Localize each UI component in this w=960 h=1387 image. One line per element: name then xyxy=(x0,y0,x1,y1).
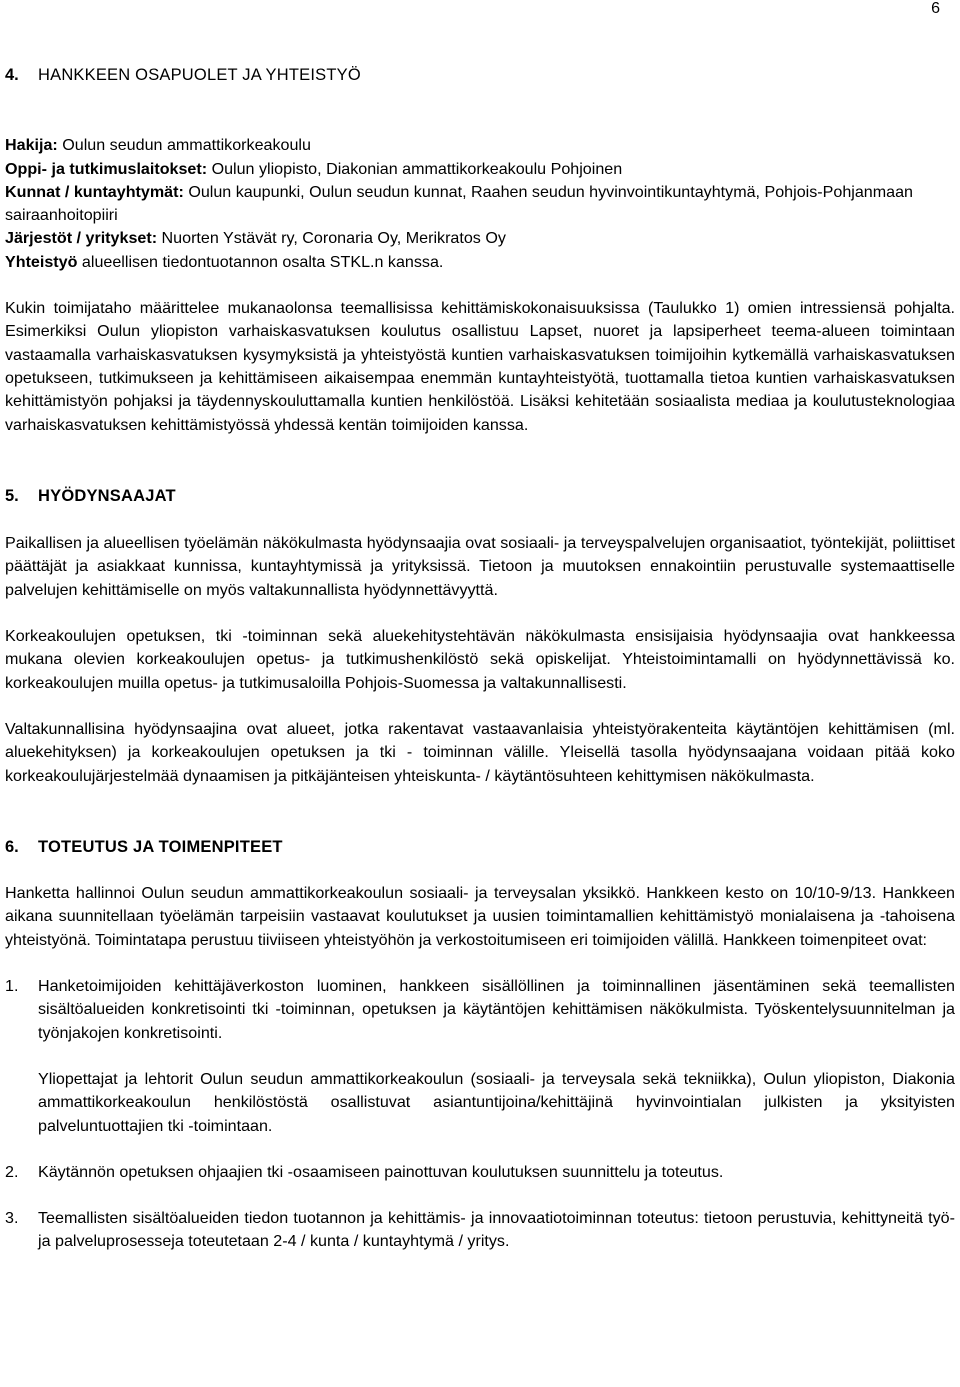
section-5-paragraph-3: Valtakunnallisina hyödynsaajina ovat alueet, jotka rakentavat vastaavanlaisia yhteistyörakenteita käytäntöjen kehittämisen (ml. aluekehityksen) ja korkeakoulujen opetuksen ja tki - toiminnan välille. Yleisellä tasolla hyödynsaajana voidaan pitää koko korkeakoulujärjestelmää dynaamisen ja pitkäjänteisen yhteiskunta- / käytäntösuhteen kehittymisen näkökulmasta. xyxy=(5,719,955,785)
section-5-paragraph-1: Paikallisen ja alueellisen työelämän näkökulmasta hyödynsaajia ovat sosiaali- ja terveyspalvelujen organisaatiot, työntekijät, poliittiset päättäjät ja asiakkaat kunnissa, kuntayhtymissä ja yrityksissä. Tietoon ja muutoksen ennakointiin perustuvalle systemaattiselle palvelujen kehittämiselle on myös valtakunnallista hyödynnettävyyttä. xyxy=(5,534,955,599)
document-body xyxy=(5,64,955,1254)
section-6-title: TOTEUTUS JA TOIMENPITEET xyxy=(38,837,283,856)
participant-organizations: Järjestöt / yritykset: Nuorten Ystävät ry, Coronaria Oy, Merikratos Oy xyxy=(5,229,506,248)
section-5-heading xyxy=(5,485,955,508)
page-number: 6 xyxy=(931,0,940,17)
section-5-title: HYÖDYNSAAJAT xyxy=(38,486,176,505)
participant-municipalities: Kunnat / kuntayhtymät: Oulun kaupunki, Oulun seudun kunnat, Raahen seudun hyvinvointikuntayhtymä, Pohjois-Pohjanmaan sairaanhoitopiiri xyxy=(5,182,914,225)
list-item xyxy=(5,1161,955,1184)
list-item-text: Teemallisten sisältöalueiden tiedon tuotannon ja kehittämis- ja innovaatiotoiminnan toteutus: tietoon perustuvia, kehittyneitä työ- ja palveluprosesseja toteutetaan 2-4 / kunta / kuntayhtymä / yritys. xyxy=(38,1209,955,1251)
list-item xyxy=(5,1207,955,1254)
list-item xyxy=(5,1068,955,1138)
list-item-text: Yliopettajat ja lehtorit Oulun seudun ammattikorkeakoulun (sosiaali- ja terveysala sekä tekniikka), Oulun yliopiston, Diakonia ammattikorkeakoulun henkilöstöstä osallistuvat asiantuntijoina/kehittäjinä hyvinvointialan julkisten ja yksityisten palveluntuottajien tki -toimintaan. xyxy=(38,1069,955,1135)
list-item-marker xyxy=(5,1068,38,1138)
section-6-intro: Hanketta hallinnoi Oulun seudun ammattikorkeakoulun sosiaali- ja terveysalan yksikkö. Hankkeen kesto on 10/10-9/13. Hankkeen aikana suunnitellaan työelämän tarpeisiin vastaavat koulutukset ja uusien toimintamallien kehittämistyö monialaisena ja -tahoisena yhteistyönä. Toimintatapa perustuu tiiviiseen yhteistyöhön ja verkostoitumiseen eri toimijoiden välillä. Hankkeen toimenpiteet ovat: xyxy=(5,884,955,949)
participant-cooperation: Yhteistyö alueellisen tiedontuotannon osalta STKL.n kanssa. xyxy=(5,252,444,271)
section-6-number: 6. xyxy=(5,837,19,856)
section-6-heading xyxy=(5,836,955,859)
section-4-title: HANKKEEN OSAPUOLET JA YHTEISTYÖ xyxy=(38,66,361,84)
participants-list xyxy=(5,134,955,274)
list-item-marker: 2. xyxy=(5,1162,19,1181)
section-4-number: 4. xyxy=(5,66,19,84)
section-5-paragraph-2: Korkeakoulujen opetuksen, tki -toiminnan sekä aluekehitystehtävän näkökulmasta ensisijaisia hyödynsaajia ovat hankkeessa mukana olevien korkeakoulujen opetus- ja tutkimushenkilöstö sekä opiskelijat. Yhteistoimintamalli on hyödynnettävissä ko. korkeakoulujen muilla opetus- ja tutkimusaloilla Pohjois-Suomessa ja valtakunnallisesti. xyxy=(5,627,955,692)
section-4-heading xyxy=(5,64,955,87)
list-item-text: Käytännön opetuksen ohjaajien tki -osaamiseen painottuvan koulutuksen suunnittelu ja toteutus. xyxy=(38,1162,724,1181)
list-item-text: Hanketoimijoiden kehittäjäverkoston luominen, hankkeen sisällöllinen ja toiminnallinen jäsentäminen sekä teemallisten sisältöalueiden konkretisointi tki -toiminnan, opetuksen ja käytäntöjen kehittämisen näkökulmista. Työskentelysuunnitelman ja työnjakojen konkretisointi. xyxy=(38,977,955,1042)
participant-applicant: Hakija: Oulun seudun ammattikorkeakoulu xyxy=(5,136,311,155)
list-item-marker: 1. xyxy=(5,977,19,996)
list-item xyxy=(5,975,955,1045)
section-4-paragraph: Kukin toimijataho määrittelee mukanaolonsa teemallisissa kehittämiskokonaisuuksissa (Taulukko 1) omien intressiensä pohjalta. Esimerkiksi Oulun yliopiston varhaiskasvatuksen koulutus osallistuu Lapset, nuoret ja lapsiperheet teema-alueen toimintaan vastaamalla varhaiskasvatuksen kysymyksistä ja yhteistyöstä kuntien varhaiskasvatuksen toimijoihin kytkemällä varhaiskasvatuksen opetukseen, tutkimukseen ja kehittämiseen aikaisempaa enemmän kuntayhteistyötä, tuottamalla tietoa kuntien varhaiskasvatuksen kehittämistyön pohjaksi ja täydennyskouluttamalla kuntien henkilöstöä. Lisäksi kehitetään sosiaalista mediaa ja koulutusteknologiaa varhaiskasvatuksen kehittämistyössä yhdessä kentän toimijoiden kanssa. xyxy=(5,299,955,434)
section-5-number: 5. xyxy=(5,486,19,505)
list-item-marker: 3. xyxy=(5,1209,19,1228)
participant-research-institutions: Oppi- ja tutkimuslaitokset: Oulun yliopisto, Diakonian ammattikorkeakoulu Pohjoinen xyxy=(5,159,623,178)
